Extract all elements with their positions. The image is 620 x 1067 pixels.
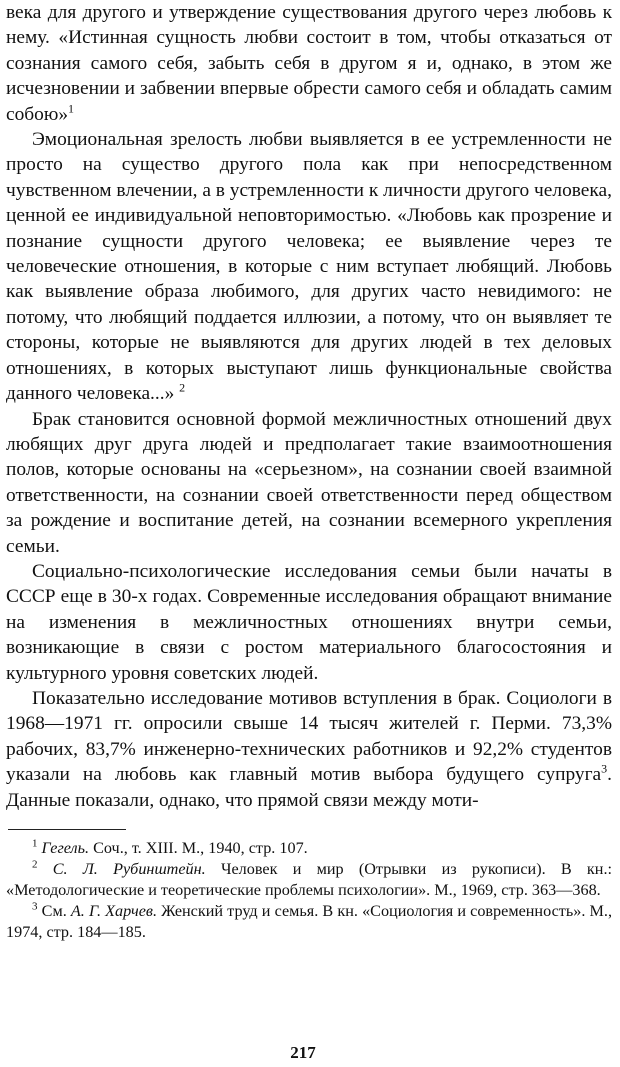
footnote-3-number: 3 [32, 900, 38, 913]
paragraph-3 [6, 407, 612, 559]
footnote-3-text: Женский труд и семья. В кн. «Социология и современность». М., 1974, стр. 184—185. [6, 902, 612, 941]
page-number: 217 [290, 1043, 316, 1062]
footnote-ref-2: 2 [179, 380, 186, 395]
footnote-3-author: А. Г. Харчев. [70, 902, 157, 920]
footnote-3 [6, 901, 612, 943]
paragraph-1 [6, 0, 612, 127]
footnote-ref-3: 3 [601, 761, 608, 776]
footnote-3-prefix: См. [41, 902, 71, 920]
footnote-1-number: 1 [32, 837, 38, 850]
footnote-2-author: С. Л. Рубинштейн. [52, 860, 206, 878]
book-page [6, 0, 612, 943]
main-text [6, 0, 612, 813]
footnote-2-text: Человек и мир (Отрывки из рукописи). В кн.: «Методологические и теоретические проблемы психологии». М., 1969, стр. 363—368. [6, 860, 612, 899]
footnote-2-number: 2 [32, 858, 38, 871]
footnote-1-author: Гегель. [41, 839, 90, 857]
footnotes [6, 838, 612, 943]
paragraph-3-text: Брак становится основной формой межличностных отношений двух любящих друг друга людей и предполагает такие взаимоотношения полов, которые основаны на «серьезном», на сознании своей взаимной ответственности, на сознании своей ответственности перед обществом за рождение и воспитание детей, на сознании всемерного укрепления семьи. [6, 408, 612, 557]
paragraph-2 [6, 127, 612, 406]
paragraph-4-text: Социально-психологические исследования семьи были начаты в СССР еще в 30-х годах. Современные исследования обращают внимание на изменения в межличностных отношениях внутри семьи, возникающие в связи с ростом материального благосостояния и культурного уровня советских людей. [6, 560, 612, 684]
footnote-2 [6, 859, 612, 901]
paragraph-5-tail: . Данные показали, однако, что прямой связи между моти- [6, 764, 612, 811]
footnote-ref-1: 1 [68, 101, 75, 116]
paragraph-4 [6, 559, 612, 686]
footnote-separator [8, 829, 126, 830]
footnote-1-text: Соч., т. XIII. М., 1940, стр. 107. [89, 839, 308, 857]
paragraph-2-text: Эмоциональная зрелость любви выявляется в ее устремленности не просто на существо другого пола как при непосредственном чувственном влечении, а в устремленности к личности другого человека, ценной ее индивидуальной неповторимостью. «Любовь как прозрение и познание сущности другого человека; ее выявление через те человеческие отношения, в которые с ним вступает любящий. Любовь как выявление образа любимого, для других часто невидимого: не потому, что любящий поддается иллюзии, а потому, что он выявляет те стороны, которые не выявляются для других людей в тех деловых отношениях, в которых выступают лишь функциональные свойства данного человека...» [6, 129, 612, 405]
footnote-1 [6, 838, 612, 859]
paragraph-1-text: века для другого и утверждение существования другого через любовь к нему. «Истинная сущность любви состоит в том, чтобы отказаться от сознания самого себя, забыть себя в другом я и, однако, в этом же исчезновении и забвении впервые обрести самого себя и обладать самим собою» [6, 2, 612, 125]
paragraph-5 [6, 686, 612, 813]
paragraph-5-text: Показательно исследование мотивов вступления в брак. Социологи в 1968—1971 гг. опросили свыше 14 тысяч жителей г. Перми. 73,3% рабочих, 83,7% инженерно-технических работников и 92,2% студентов указали на любовь как главный мотив выбора будущего супруга [6, 687, 612, 786]
